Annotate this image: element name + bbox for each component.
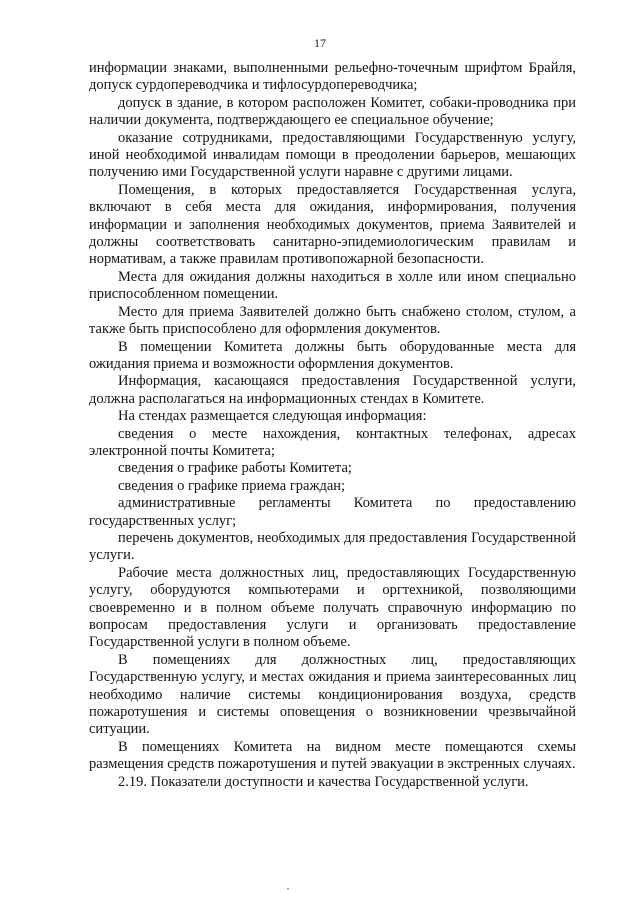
paragraph: Место для приема Заявителей должно быть снабжено столом, стулом, а также быть приспособлено для оформления документов. [89,303,576,338]
paragraph: информации знаками, выполненными рельефно-точечным шрифтом Брайля, допуск сурдопереводчика и тифлосурдопереводчика; [89,60,576,94]
page-number: 17 [314,36,326,50]
document-body [89,60,576,791]
paragraph: В помещениях Комитета на видном месте помещаются схемы размещения средств пожаротушения и путей эвакуации в экстренных случаях. [89,738,576,773]
list-item: перечень документов, необходимых для предоставления Государственной услуги. [89,529,576,564]
paragraph: В помещениях для должностных лиц, предоставляющих Государственную услугу, и местах ожидания и приема заинтересованных лиц необходимо наличие системы кондиционирования воздуха, средств пожаротушения и системы оповещения о возникновении чрезвычайной ситуации. [89,651,576,738]
section-heading: 2.19. Показатели доступности и качества Государственной услуги. [118,773,529,790]
list-item: административные регламенты Комитета по предоставлению государственных услуг; [89,495,576,529]
paragraph: Рабочие места должностных лиц, предоставляющих Государственную услугу, оборудуются компьютерами и оргтехникой, позволяющими своевременно и в полном объеме получать справочную информацию по вопросам предоставления услуги и организовать предоставление Государственной услуги в полном объеме. [89,564,576,651]
paragraph: Информация, касающаяся предоставления Государственной услуги, должна располагаться на информационных стендах в Комитете. [89,373,576,407]
list-item: сведения о месте нахождения, контактных телефонах, адресах электронной почты Комитета; [89,425,576,459]
paragraph: Места для ожидания должны находиться в холле или ином специально приспособленном помещении. [89,268,576,303]
list-item: сведения о графике приема граждан; [118,477,346,494]
paragraph: В помещении Комитета должны быть оборудованные места для ожидания приема и возможности оформления документов. [89,338,576,372]
paragraph: допуск в здание, в котором расположен Комитет, собаки-проводника при наличии документа, подтверждающего ее специальное обучение; [89,94,576,129]
paragraph: На стендах размещается следующая информация: [118,408,427,425]
list-item: сведения о графике работы Комитета; [118,460,352,477]
paragraph: Помещения, в которых предоставляется Государственная услуга, включают в себя места для ожидания, информирования, получения информации и заполнения необходимых документов, приема Заявителей и должны соответствовать санитарно-эпидемиологическим правилам и нормативам, а также правилам противопожарной безопасности. [89,181,576,268]
paragraph: оказание сотрудниками, предоставляющими Государственную услугу, иной необходимой инвалидам помощи в преодолении барьеров, мешающих получению ими Государственной услуги наравне с другими лицами. [89,129,576,181]
scan-speck [287,888,289,890]
